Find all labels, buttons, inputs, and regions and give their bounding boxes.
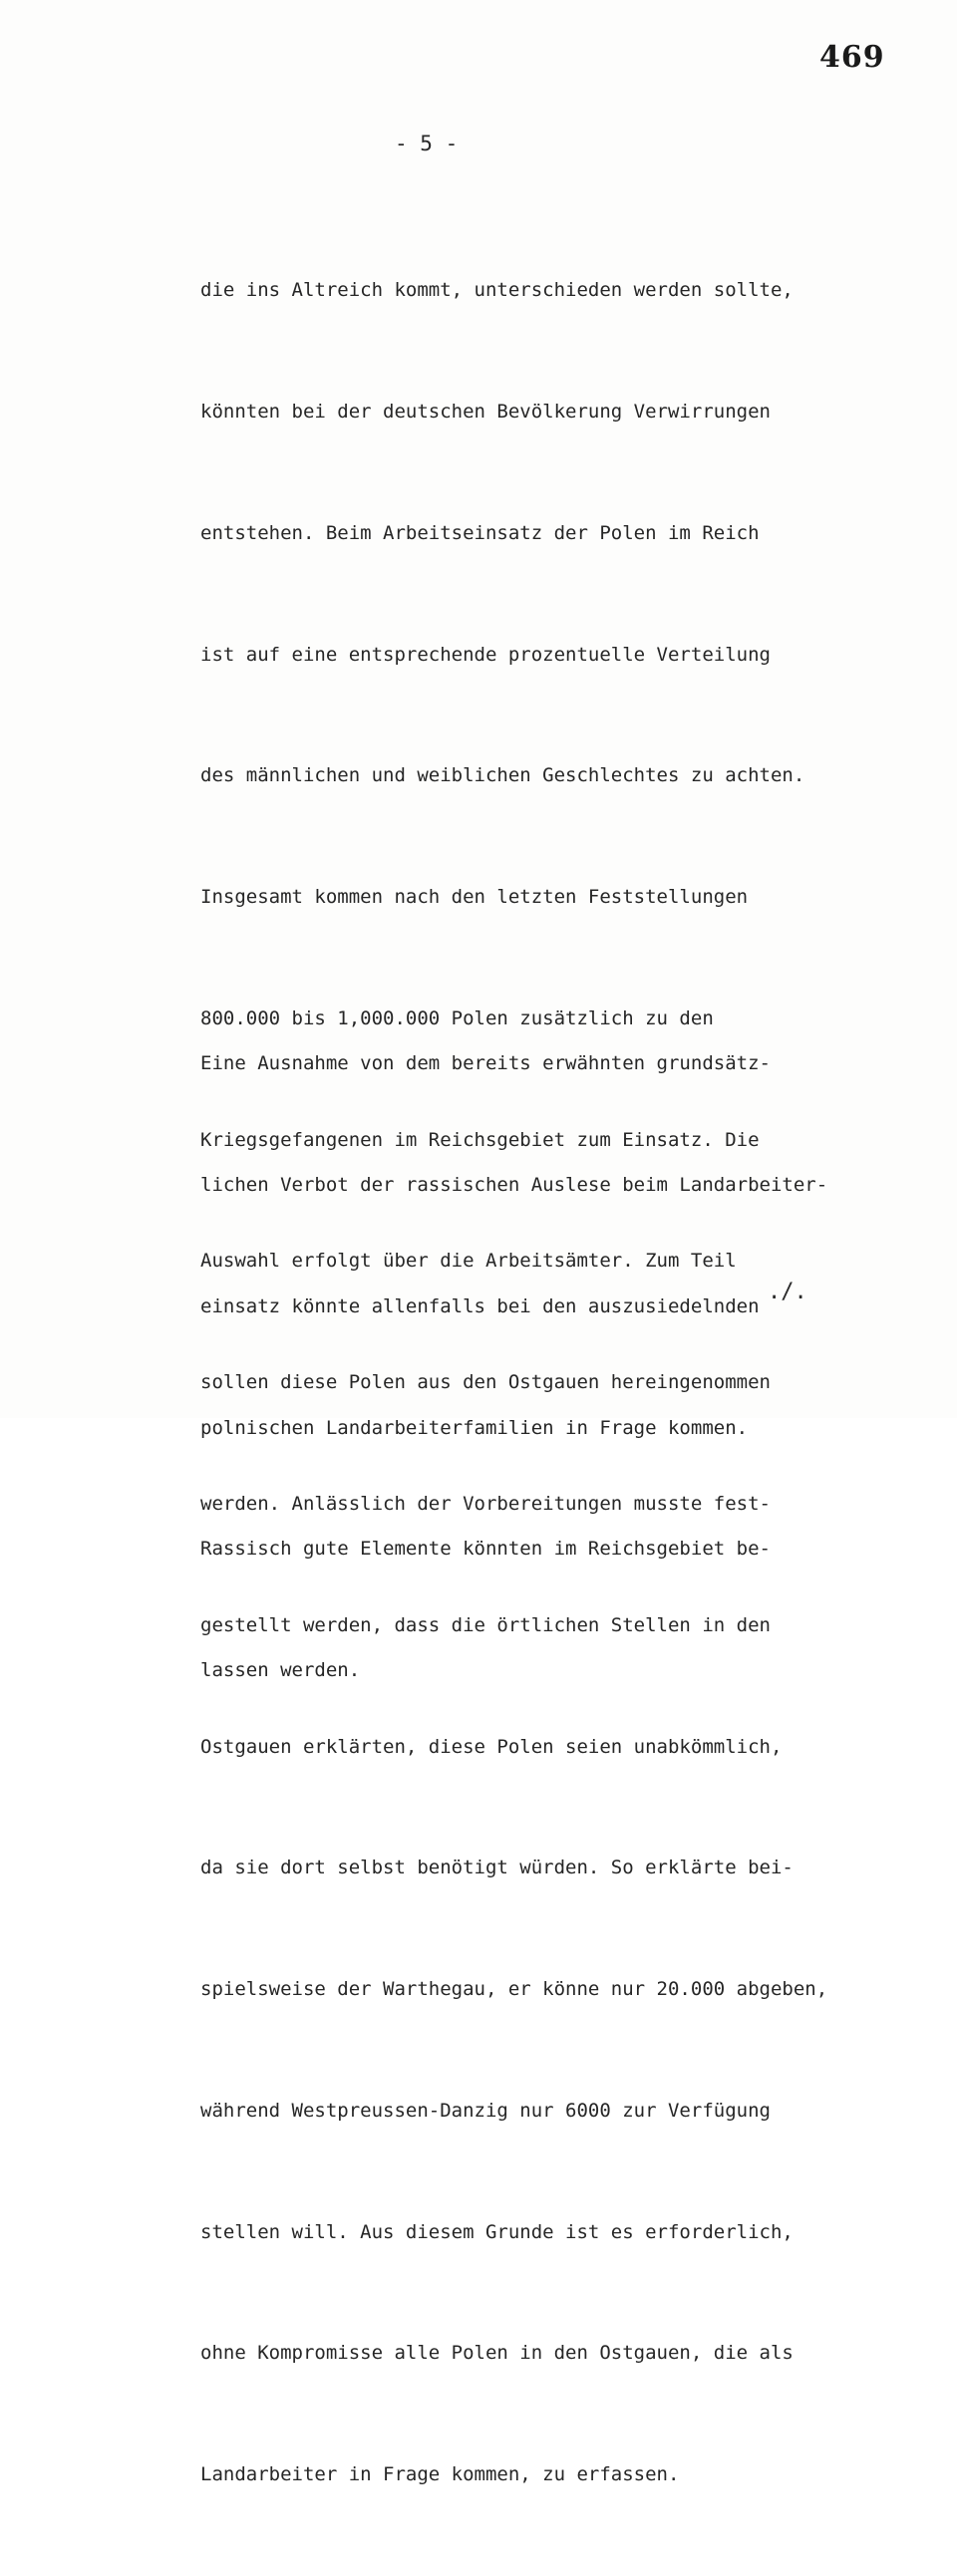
text-line: polnischen Landarbeiterfamilien in Frage kommen. [200,1416,749,1439]
text-line: gestellt werden, dass die örtlichen Stellen in den [200,1613,771,1636]
text-line: die ins Altreich kommt, unterschieden werden sollte, [200,279,794,302]
text-line: 800.000 bis 1,000.000 Polen zusätzlich zu den [200,1006,714,1029]
text-line: Insgesamt kommen nach den letzten Feststellungen [200,886,749,909]
text-line: des männlichen und weiblichen Geschlechtes zu achten. [200,764,805,787]
text-line: ist auf eine entsprechende prozentuelle Verteilung [200,643,771,666]
text-line: Auswahl erfolgt über die Arbeitsämter. Zum Teil [200,1250,737,1273]
text-line: entstehen. Beim Arbeitseinsatz der Polen im Reich [200,521,760,544]
text-line: Ostgauen erklärten, diese Polen seien unabkömmlich, [200,1735,783,1758]
text-line: ohne Kompromisse alle Polen in den Ostgauen, die als [200,2342,794,2365]
page-number: - 5 - [395,132,459,155]
text-line: Eine Ausnahme von dem bereits erwähnten grundsätz- [200,1052,771,1075]
archive-page-number: 469 [819,40,885,75]
text-line: werden. Anlässlich der Vorbereitungen musste fest- [200,1493,771,1515]
text-line: während Westpreussen-Danzig nur 6000 zur Verfügung [200,2099,771,2122]
text-line: Kriegsgefangenen im Reichsgebiet zum Einsatz. Die [200,1128,760,1151]
text-line: lichen Verbot der rassischen Auslese beim Landarbeiter- [200,1173,828,1196]
text-line: Landarbeiter in Frage kommen, zu erfassen. [200,2463,680,2486]
text-line: spielsweise der Warthegau, er könne nur 20.000 abgeben, [200,1978,828,2001]
paragraph-2 [200,963,898,1772]
continuation-mark: ./. [768,1280,807,1304]
text-line: einsatz könnte allenfalls bei den auszusiedelnden [200,1294,760,1317]
text-line: könnten bei der deutschen Bevölkerung Verwirrungen [200,400,771,423]
text-line: stellen will. Aus diesem Grunde ist es erforderlich, [200,2220,794,2243]
text-line: lassen werden. [200,1659,361,1682]
text-line: sollen diese Polen aus den Ostgauen hereingenommen [200,1371,771,1394]
text-line: da sie dort selbst benötigt würden. So erklärte bei- [200,1857,794,1879]
text-line: Rassisch gute Elemente könnten im Reichsgebiet be- [200,1538,771,1561]
